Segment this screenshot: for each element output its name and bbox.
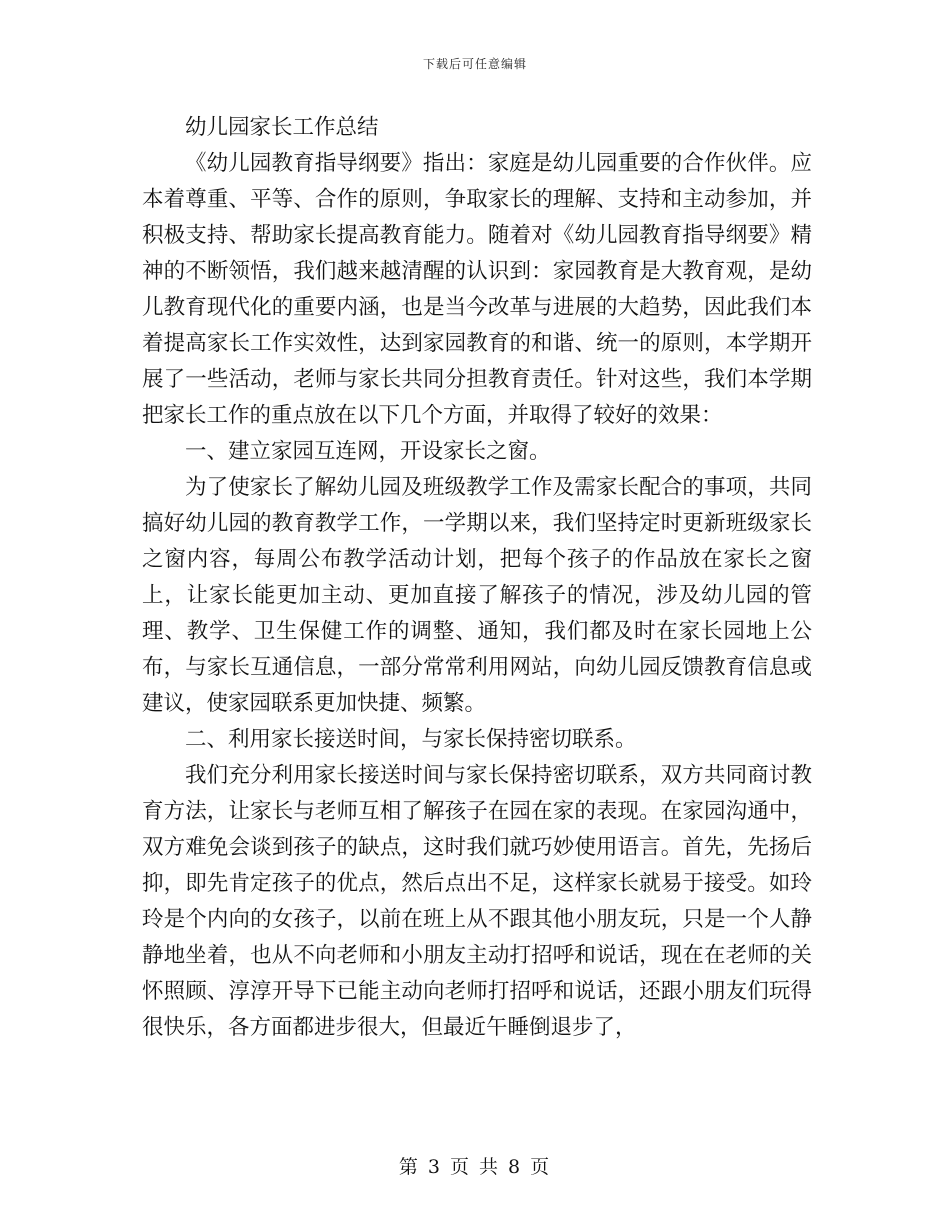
page-header-note: 下载后可任意编辑 [422,57,527,71]
page-number: 第 3 页 共 8 页 [398,1156,552,1178]
section-heading-2: 二、利用家长接送时间，与家长保持密切联系。 [185,727,637,752]
paragraph-section-1: 为了使家长了解幼儿园及班级教学工作及需家长配合的事项，共同搞好幼儿园的教育教学工作，一学期以来，我们坚持定时更新班级家长之窗内容，每周公布教学活动计划，把每个孩子的作品放在家长之窗上，让家长能更加主动、更加直接了解孩子的情况，涉及幼儿园的管理、教学、卫生保健工作的调整、通知，我们都及时在家长园地上公布，与家长互通信息，一部分常常利用网站，向幼儿园反馈教育信息或建议，使家园联系更加快捷、频繁。 [142,475,812,716]
paragraph-section-2: 我们充分利用家长接送时间与家长保持密切联系，双方共同商讨教育方法，让家长与老师互相了解孩子在园在家的表现。在家园沟通中，双方难免会谈到孩子的缺点，这时我们就巧妙使用语言。首先，先扬后抑，即先肯定孩子的优点，然后点出不足，这样家长就易于接受。如玲玲是个内向的女孩子，以前在班上从不跟其他小朋友玩，只是一个人静静地坐着，也从不向老师和小朋友主动打招呼和说话，现在在老师的关怀照顾、淳淳开导下已能主动向老师打招呼和说话，还跟小朋友们玩得很快乐，各方面都进步很大，但最近午睡倒退步了， [142,763,812,1040]
paragraph-intro: 《幼儿园教育指导纲要》指出：家庭是幼儿园重要的合作伙伴。应本着尊重、平等、合作的原则，争取家长的理解、支持和主动参加，并积极支持、帮助家长提高教育能力。随着对《幼儿园教育指导纲要》精神的不断领悟，我们越来越清醒的认识到：家园教育是大教育观，是幼儿教育现代化的重要内涵，也是当今改革与进展的大趋势，因此我们本着提高家长工作实效性，达到家园教育的和谐、统一的原则，本学期开展了一些活动，老师与家长共同分担教育责任。针对这些，我们本学期把家长工作的重点放在以下几个方面，并取得了较好的效果： [142,151,812,428]
document-body [142,110,812,1046]
section-heading-1: 一、建立家园互连网，开设家长之窗。 [185,439,551,464]
document-title: 幼儿园家长工作总结 [185,115,379,140]
